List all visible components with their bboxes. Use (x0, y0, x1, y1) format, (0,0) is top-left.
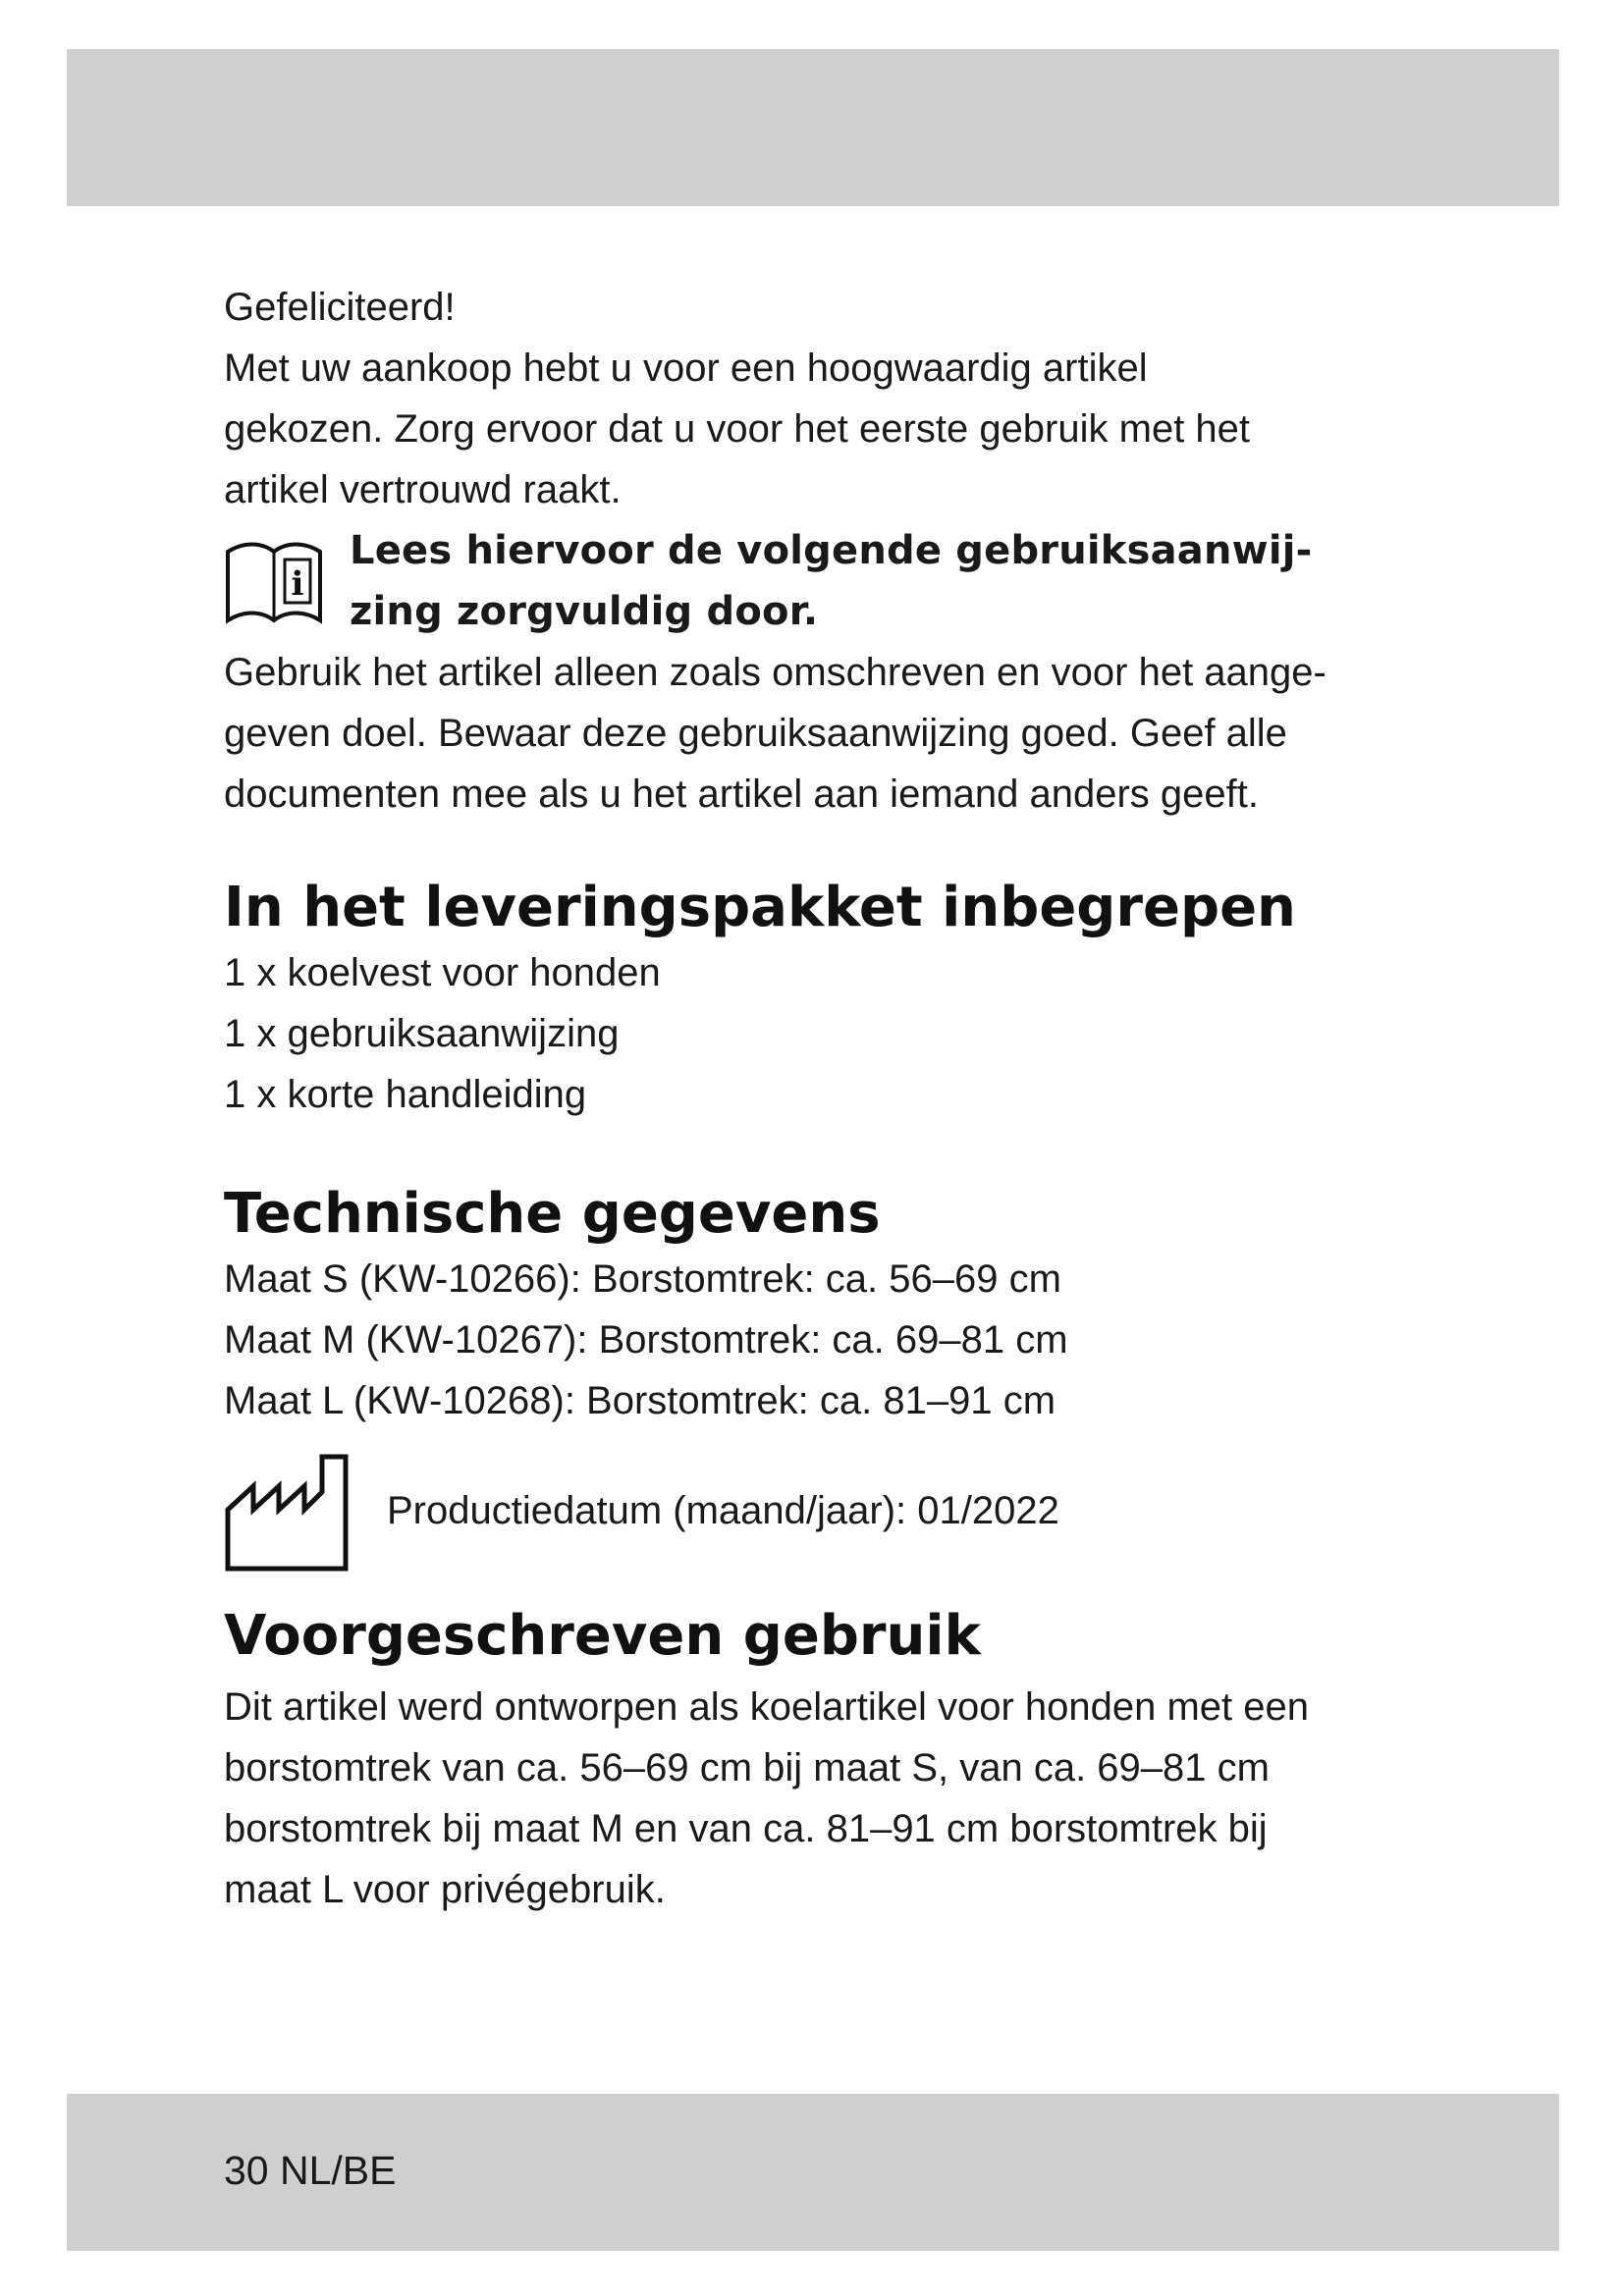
factory-icon (224, 1453, 350, 1573)
intended-use-line: borstomtrek bij maat M en van ca. 81–91 cm borstomtrek bij (224, 1807, 1268, 1850)
scope-item: 1 x gebruiksaanwijzing (224, 1012, 620, 1055)
page-number: 30 NL/BE (224, 2148, 397, 2193)
svg-text:i: i (291, 564, 304, 604)
specs-heading: Technische gegevens (224, 1182, 881, 1246)
info-book-icon (224, 534, 324, 632)
scope-item: 1 x korte handleiding (224, 1073, 587, 1116)
spec-item: Maat L (KW-10268): Borstomtrek: ca. 81–91 cm (224, 1379, 1056, 1422)
scope-item: 1 x koelvest voor honden (224, 951, 661, 994)
production-date: Productiedatum (maand/jaar): 01/2022 (387, 1489, 1059, 1532)
usage-note-line: geven doel. Bewaar deze gebruiksaanwijzing goed. Geef alle (224, 712, 1287, 755)
intro-line: Met uw aankoop hebt u voor een hoogwaardig artikel (224, 347, 1148, 390)
production-date-row (224, 1445, 1422, 1582)
scope-heading: In het leveringspakket inbegrepen (224, 876, 1296, 939)
spec-item: Maat M (KW-10267): Borstomtrek: ca. 69–81 cm (224, 1318, 1068, 1362)
read-instructions-notice (224, 520, 1422, 642)
intro-line: artikel vertrouwd raakt. (224, 468, 622, 511)
intended-use-line: maat L voor privégebruik. (224, 1868, 666, 1911)
notice-line: zing zorgvuldig door. (350, 589, 819, 634)
intro-line: gekozen. Zorg ervoor dat u voor het eerste gebruik met het (224, 407, 1251, 451)
spec-item: Maat S (KW-10266): Borstomtrek: ca. 56–69 cm (224, 1257, 1061, 1301)
notice-line: Lees hiervoor de volgende gebruiksaanwij- (350, 528, 1313, 573)
intended-use-heading: Voorgeschreven gebruik (224, 1604, 981, 1668)
usage-note-line: documenten mee als u het artikel aan iemand anders geeft. (224, 773, 1259, 816)
congrats-line: Gefeliciteerd! (224, 286, 456, 329)
intended-use-line: Dit artikel werd ontworpen als koelartikel voor honden met een (224, 1685, 1310, 1729)
page-content (224, 277, 1422, 1920)
header-band (67, 49, 1559, 206)
usage-note-line: Gebruik het artikel alleen zoals omschreven en voor het aange- (224, 651, 1326, 694)
intended-use-line: borstomtrek van ca. 56–69 cm bij maat S, van ca. 69–81 cm (224, 1746, 1270, 1789)
